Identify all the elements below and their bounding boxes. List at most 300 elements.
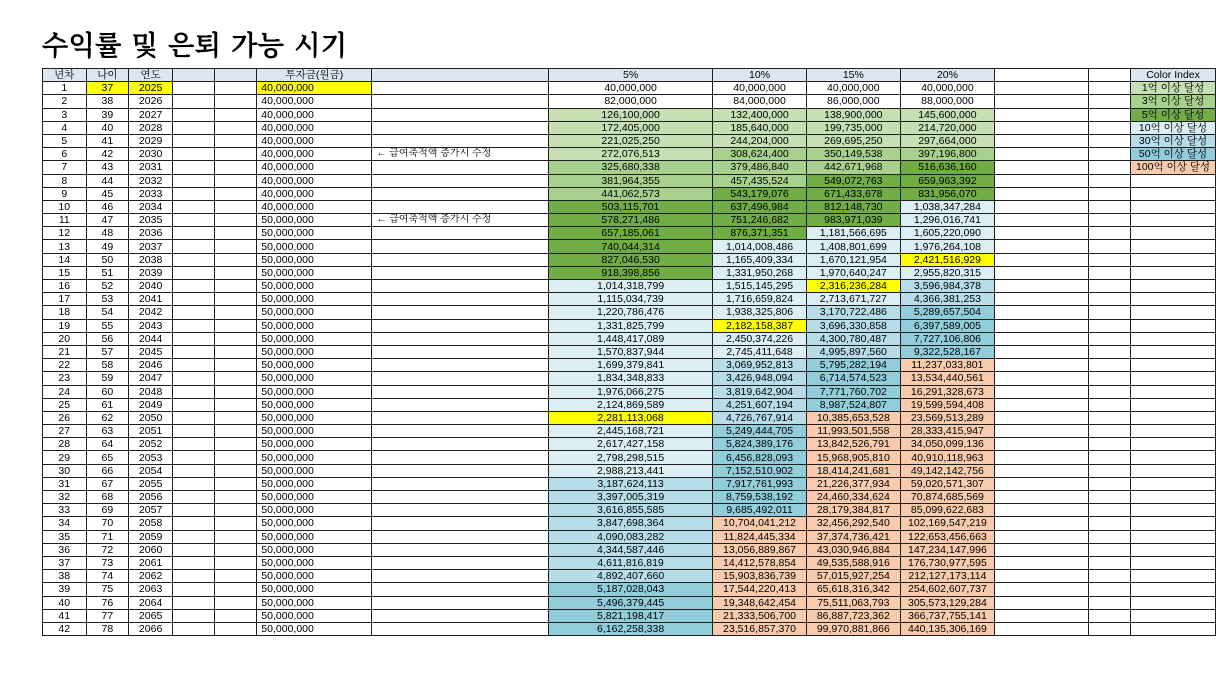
empty-cell[interactable] bbox=[995, 477, 1089, 490]
note-cell[interactable] bbox=[372, 174, 549, 187]
color-index-item[interactable]: 5억 이상 달성 bbox=[1131, 108, 1216, 121]
year-cell[interactable]: 2056 bbox=[129, 491, 173, 504]
year-no-cell[interactable]: 31 bbox=[43, 477, 87, 490]
value-cell-r20[interactable]: 297,664,000 bbox=[900, 134, 994, 147]
value-cell-r20[interactable]: 659,963,392 bbox=[900, 174, 994, 187]
value-cell-r10[interactable]: 543,179,076 bbox=[713, 187, 807, 200]
empty-cell[interactable] bbox=[214, 622, 257, 635]
year-no-cell[interactable]: 8 bbox=[43, 174, 87, 187]
age-cell[interactable]: 70 bbox=[86, 517, 129, 530]
value-cell-r5[interactable]: 221,025,250 bbox=[549, 134, 713, 147]
header-year[interactable]: 연도 bbox=[129, 69, 173, 82]
year-cell[interactable]: 2038 bbox=[129, 253, 173, 266]
note-cell[interactable] bbox=[372, 134, 549, 147]
investment-cell[interactable]: 50,000,000 bbox=[257, 438, 372, 451]
value-cell-r15[interactable]: 5,795,282,194 bbox=[806, 359, 900, 372]
empty-cell[interactable] bbox=[995, 596, 1089, 609]
value-cell-r15[interactable]: 40,000,000 bbox=[806, 82, 900, 95]
value-cell-r15[interactable]: 15,968,905,810 bbox=[806, 451, 900, 464]
year-no-cell[interactable]: 25 bbox=[43, 398, 87, 411]
empty-cell[interactable] bbox=[995, 464, 1089, 477]
age-cell[interactable]: 39 bbox=[86, 108, 129, 121]
empty-cell[interactable] bbox=[995, 121, 1089, 134]
year-cell[interactable]: 2050 bbox=[129, 411, 173, 424]
year-no-cell[interactable]: 5 bbox=[43, 134, 87, 147]
value-cell-r5[interactable]: 5,187,028,043 bbox=[549, 583, 713, 596]
empty-cell[interactable] bbox=[173, 280, 215, 293]
year-no-cell[interactable]: 23 bbox=[43, 372, 87, 385]
investment-cell[interactable]: 50,000,000 bbox=[257, 477, 372, 490]
empty-cell[interactable] bbox=[173, 319, 215, 332]
value-cell-r15[interactable]: 812,148,730 bbox=[806, 200, 900, 213]
empty-cell[interactable] bbox=[173, 477, 215, 490]
investment-cell[interactable]: 50,000,000 bbox=[257, 240, 372, 253]
empty-cell[interactable] bbox=[173, 240, 215, 253]
empty-cell[interactable] bbox=[995, 385, 1089, 398]
value-cell-r20[interactable]: 85,099,622,683 bbox=[900, 504, 994, 517]
age-cell[interactable]: 41 bbox=[86, 134, 129, 147]
value-cell-r10[interactable]: 132,400,000 bbox=[713, 108, 807, 121]
age-cell[interactable]: 47 bbox=[86, 214, 129, 227]
empty-cell[interactable] bbox=[173, 227, 215, 240]
empty-cell[interactable] bbox=[173, 121, 215, 134]
age-cell[interactable]: 59 bbox=[86, 372, 129, 385]
value-cell-r15[interactable]: 99,970,881,866 bbox=[806, 622, 900, 635]
value-cell-r20[interactable]: 70,874,685,569 bbox=[900, 491, 994, 504]
empty-cell[interactable] bbox=[173, 266, 215, 279]
age-cell[interactable]: 54 bbox=[86, 306, 129, 319]
empty-cell[interactable] bbox=[1131, 280, 1216, 293]
empty-cell[interactable] bbox=[173, 543, 215, 556]
header-blank[interactable] bbox=[1089, 69, 1131, 82]
value-cell-r20[interactable]: 1,605,220,090 bbox=[900, 227, 994, 240]
age-cell[interactable]: 64 bbox=[86, 438, 129, 451]
value-cell-r5[interactable]: 1,448,417,089 bbox=[549, 332, 713, 345]
age-cell[interactable]: 73 bbox=[86, 556, 129, 569]
empty-cell[interactable] bbox=[1131, 451, 1216, 464]
value-cell-r10[interactable]: 2,450,374,226 bbox=[713, 332, 807, 345]
empty-cell[interactable] bbox=[173, 504, 215, 517]
age-cell[interactable]: 52 bbox=[86, 280, 129, 293]
value-cell-r10[interactable]: 3,069,952,813 bbox=[713, 359, 807, 372]
value-cell-r5[interactable]: 2,281,113,068 bbox=[549, 411, 713, 424]
age-cell[interactable]: 44 bbox=[86, 174, 129, 187]
value-cell-r15[interactable]: 1,670,121,954 bbox=[806, 253, 900, 266]
empty-cell[interactable] bbox=[214, 200, 257, 213]
year-cell[interactable]: 2042 bbox=[129, 306, 173, 319]
value-cell-r20[interactable]: 122,653,456,663 bbox=[900, 530, 994, 543]
empty-cell[interactable] bbox=[173, 200, 215, 213]
value-cell-r5[interactable]: 4,611,816,819 bbox=[549, 556, 713, 569]
note-cell[interactable] bbox=[372, 293, 549, 306]
empty-cell[interactable] bbox=[173, 359, 215, 372]
empty-cell[interactable] bbox=[214, 385, 257, 398]
value-cell-r10[interactable]: 1,014,008,486 bbox=[713, 240, 807, 253]
investment-cell[interactable]: 50,000,000 bbox=[257, 293, 372, 306]
empty-cell[interactable] bbox=[1089, 543, 1131, 556]
note-cell[interactable]: ← 급여축적액 증가시 수정 bbox=[372, 214, 549, 227]
value-cell-r5[interactable]: 172,405,000 bbox=[549, 121, 713, 134]
color-index-item[interactable]: 1억 이상 달성 bbox=[1131, 82, 1216, 95]
investment-cell[interactable]: 50,000,000 bbox=[257, 622, 372, 635]
year-cell[interactable]: 2064 bbox=[129, 596, 173, 609]
note-cell[interactable] bbox=[372, 266, 549, 279]
age-cell[interactable]: 67 bbox=[86, 477, 129, 490]
investment-cell[interactable]: 40,000,000 bbox=[257, 82, 372, 95]
empty-cell[interactable] bbox=[214, 306, 257, 319]
value-cell-r5[interactable]: 2,988,213,441 bbox=[549, 464, 713, 477]
year-no-cell[interactable]: 19 bbox=[43, 319, 87, 332]
age-cell[interactable]: 62 bbox=[86, 411, 129, 424]
color-index-item[interactable]: 50억 이상 달성 bbox=[1131, 148, 1216, 161]
empty-cell[interactable] bbox=[1089, 345, 1131, 358]
value-cell-r20[interactable]: 516,636,160 bbox=[900, 161, 994, 174]
investment-cell[interactable]: 50,000,000 bbox=[257, 306, 372, 319]
empty-cell[interactable] bbox=[1131, 411, 1216, 424]
empty-cell[interactable] bbox=[173, 253, 215, 266]
year-no-cell[interactable]: 24 bbox=[43, 385, 87, 398]
year-no-cell[interactable]: 12 bbox=[43, 227, 87, 240]
empty-cell[interactable] bbox=[214, 438, 257, 451]
empty-cell[interactable] bbox=[995, 266, 1089, 279]
value-cell-r15[interactable]: 11,993,501,558 bbox=[806, 425, 900, 438]
empty-cell[interactable] bbox=[1089, 227, 1131, 240]
value-cell-r5[interactable]: 2,798,298,515 bbox=[549, 451, 713, 464]
note-cell[interactable] bbox=[372, 121, 549, 134]
investment-cell[interactable]: 50,000,000 bbox=[257, 214, 372, 227]
value-cell-r5[interactable]: 578,271,486 bbox=[549, 214, 713, 227]
value-cell-r5[interactable]: 2,445,168,721 bbox=[549, 425, 713, 438]
value-cell-r20[interactable]: 11,237,033,801 bbox=[900, 359, 994, 372]
age-cell[interactable]: 56 bbox=[86, 332, 129, 345]
empty-cell[interactable] bbox=[1131, 293, 1216, 306]
value-cell-r20[interactable]: 13,534,440,561 bbox=[900, 372, 994, 385]
note-cell[interactable] bbox=[372, 451, 549, 464]
empty-cell[interactable] bbox=[173, 345, 215, 358]
empty-cell[interactable] bbox=[1131, 609, 1216, 622]
empty-cell[interactable] bbox=[173, 372, 215, 385]
note-cell[interactable] bbox=[372, 372, 549, 385]
empty-cell[interactable] bbox=[1131, 174, 1216, 187]
value-cell-r20[interactable]: 40,910,118,963 bbox=[900, 451, 994, 464]
empty-cell[interactable] bbox=[214, 411, 257, 424]
empty-cell[interactable] bbox=[173, 570, 215, 583]
empty-cell[interactable] bbox=[995, 583, 1089, 596]
empty-cell[interactable] bbox=[214, 583, 257, 596]
value-cell-r15[interactable]: 549,072,763 bbox=[806, 174, 900, 187]
empty-cell[interactable] bbox=[173, 609, 215, 622]
empty-cell[interactable] bbox=[1089, 530, 1131, 543]
investment-cell[interactable]: 40,000,000 bbox=[257, 95, 372, 108]
age-cell[interactable]: 75 bbox=[86, 583, 129, 596]
value-cell-r5[interactable]: 325,680,338 bbox=[549, 161, 713, 174]
header-blank[interactable] bbox=[372, 69, 549, 82]
empty-cell[interactable] bbox=[1131, 253, 1216, 266]
value-cell-r20[interactable]: 19,599,594,408 bbox=[900, 398, 994, 411]
empty-cell[interactable] bbox=[1131, 319, 1216, 332]
empty-cell[interactable] bbox=[214, 174, 257, 187]
empty-cell[interactable] bbox=[173, 622, 215, 635]
note-cell[interactable] bbox=[372, 227, 549, 240]
year-cell[interactable]: 2041 bbox=[129, 293, 173, 306]
empty-cell[interactable] bbox=[1131, 372, 1216, 385]
year-no-cell[interactable]: 6 bbox=[43, 148, 87, 161]
value-cell-r15[interactable]: 3,696,330,858 bbox=[806, 319, 900, 332]
value-cell-r15[interactable]: 3,170,722,486 bbox=[806, 306, 900, 319]
age-cell[interactable]: 38 bbox=[86, 95, 129, 108]
value-cell-r10[interactable]: 3,426,948,094 bbox=[713, 372, 807, 385]
year-cell[interactable]: 2037 bbox=[129, 240, 173, 253]
empty-cell[interactable] bbox=[173, 82, 215, 95]
header-rate-20[interactable]: 20% bbox=[900, 69, 994, 82]
age-cell[interactable]: 61 bbox=[86, 398, 129, 411]
empty-cell[interactable] bbox=[995, 319, 1089, 332]
header-investment[interactable]: 투자금(원금) bbox=[257, 69, 372, 82]
investment-cell[interactable]: 50,000,000 bbox=[257, 345, 372, 358]
year-cell[interactable]: 2034 bbox=[129, 200, 173, 213]
note-cell[interactable] bbox=[372, 253, 549, 266]
header-blank[interactable] bbox=[995, 69, 1089, 82]
empty-cell[interactable] bbox=[995, 108, 1089, 121]
value-cell-r20[interactable]: 212,127,173,114 bbox=[900, 570, 994, 583]
value-cell-r15[interactable]: 199,735,000 bbox=[806, 121, 900, 134]
investment-cell[interactable]: 50,000,000 bbox=[257, 385, 372, 398]
value-cell-r10[interactable]: 1,716,659,824 bbox=[713, 293, 807, 306]
empty-cell[interactable] bbox=[173, 451, 215, 464]
value-cell-r5[interactable]: 40,000,000 bbox=[549, 82, 713, 95]
empty-cell[interactable] bbox=[1089, 293, 1131, 306]
year-cell[interactable]: 2063 bbox=[129, 583, 173, 596]
color-index-item[interactable]: 3억 이상 달성 bbox=[1131, 95, 1216, 108]
header-year-no[interactable]: 년차 bbox=[43, 69, 87, 82]
value-cell-r10[interactable]: 6,456,828,093 bbox=[713, 451, 807, 464]
empty-cell[interactable] bbox=[173, 583, 215, 596]
empty-cell[interactable] bbox=[995, 134, 1089, 147]
empty-cell[interactable] bbox=[214, 596, 257, 609]
empty-cell[interactable] bbox=[995, 253, 1089, 266]
investment-cell[interactable]: 50,000,000 bbox=[257, 517, 372, 530]
year-cell[interactable]: 2051 bbox=[129, 425, 173, 438]
note-cell[interactable] bbox=[372, 609, 549, 622]
value-cell-r15[interactable]: 6,714,574,523 bbox=[806, 372, 900, 385]
empty-cell[interactable] bbox=[995, 359, 1089, 372]
value-cell-r10[interactable]: 9,685,492,011 bbox=[713, 504, 807, 517]
note-cell[interactable] bbox=[372, 108, 549, 121]
empty-cell[interactable] bbox=[1089, 556, 1131, 569]
value-cell-r15[interactable]: 75,511,063,793 bbox=[806, 596, 900, 609]
empty-cell[interactable] bbox=[1131, 306, 1216, 319]
investment-cell[interactable]: 50,000,000 bbox=[257, 280, 372, 293]
value-cell-r10[interactable]: 1,331,950,268 bbox=[713, 266, 807, 279]
investment-cell[interactable]: 50,000,000 bbox=[257, 570, 372, 583]
year-no-cell[interactable]: 34 bbox=[43, 517, 87, 530]
value-cell-r20[interactable]: 305,573,129,284 bbox=[900, 596, 994, 609]
year-no-cell[interactable]: 2 bbox=[43, 95, 87, 108]
empty-cell[interactable] bbox=[214, 504, 257, 517]
value-cell-r5[interactable]: 827,046,530 bbox=[549, 253, 713, 266]
investment-cell[interactable]: 50,000,000 bbox=[257, 266, 372, 279]
investment-cell[interactable]: 50,000,000 bbox=[257, 451, 372, 464]
year-cell[interactable]: 2033 bbox=[129, 187, 173, 200]
value-cell-r20[interactable]: 3,596,984,378 bbox=[900, 280, 994, 293]
year-no-cell[interactable]: 14 bbox=[43, 253, 87, 266]
note-cell[interactable] bbox=[372, 332, 549, 345]
note-cell[interactable] bbox=[372, 161, 549, 174]
empty-cell[interactable] bbox=[995, 556, 1089, 569]
age-cell[interactable]: 40 bbox=[86, 121, 129, 134]
header-rate-5[interactable]: 5% bbox=[549, 69, 713, 82]
value-cell-r5[interactable]: 3,397,005,319 bbox=[549, 491, 713, 504]
empty-cell[interactable] bbox=[995, 609, 1089, 622]
value-cell-r20[interactable]: 28,333,415,947 bbox=[900, 425, 994, 438]
empty-cell[interactable] bbox=[173, 398, 215, 411]
year-no-cell[interactable]: 36 bbox=[43, 543, 87, 556]
value-cell-r15[interactable]: 28,179,384,817 bbox=[806, 504, 900, 517]
age-cell[interactable]: 72 bbox=[86, 543, 129, 556]
age-cell[interactable]: 45 bbox=[86, 187, 129, 200]
empty-cell[interactable] bbox=[1131, 385, 1216, 398]
year-no-cell[interactable]: 41 bbox=[43, 609, 87, 622]
value-cell-r5[interactable]: 1,220,786,476 bbox=[549, 306, 713, 319]
empty-cell[interactable] bbox=[214, 372, 257, 385]
empty-cell[interactable] bbox=[1131, 345, 1216, 358]
value-cell-r20[interactable]: 397,196,800 bbox=[900, 148, 994, 161]
value-cell-r5[interactable]: 1,570,837,944 bbox=[549, 345, 713, 358]
note-cell[interactable] bbox=[372, 543, 549, 556]
value-cell-r15[interactable]: 86,000,000 bbox=[806, 95, 900, 108]
year-cell[interactable]: 2047 bbox=[129, 372, 173, 385]
value-cell-r20[interactable]: 214,720,000 bbox=[900, 121, 994, 134]
value-cell-r20[interactable]: 2,421,516,929 bbox=[900, 253, 994, 266]
note-cell[interactable] bbox=[372, 517, 549, 530]
year-no-cell[interactable]: 37 bbox=[43, 556, 87, 569]
empty-cell[interactable] bbox=[995, 543, 1089, 556]
year-cell[interactable]: 2046 bbox=[129, 359, 173, 372]
empty-cell[interactable] bbox=[1131, 266, 1216, 279]
empty-cell[interactable] bbox=[1131, 517, 1216, 530]
value-cell-r20[interactable]: 49,142,142,756 bbox=[900, 464, 994, 477]
empty-cell[interactable] bbox=[1089, 108, 1131, 121]
investment-cell[interactable]: 40,000,000 bbox=[257, 121, 372, 134]
value-cell-r20[interactable]: 1,038,347,284 bbox=[900, 200, 994, 213]
value-cell-r10[interactable]: 308,624,400 bbox=[713, 148, 807, 161]
value-cell-r10[interactable]: 7,152,510,902 bbox=[713, 464, 807, 477]
empty-cell[interactable] bbox=[173, 293, 215, 306]
investment-cell[interactable]: 50,000,000 bbox=[257, 583, 372, 596]
empty-cell[interactable] bbox=[1131, 240, 1216, 253]
note-cell[interactable] bbox=[372, 477, 549, 490]
value-cell-r10[interactable]: 14,412,578,854 bbox=[713, 556, 807, 569]
year-no-cell[interactable]: 42 bbox=[43, 622, 87, 635]
empty-cell[interactable] bbox=[1089, 319, 1131, 332]
value-cell-r15[interactable]: 1,408,801,699 bbox=[806, 240, 900, 253]
value-cell-r20[interactable]: 254,602,607,737 bbox=[900, 583, 994, 596]
year-cell[interactable]: 2028 bbox=[129, 121, 173, 134]
year-no-cell[interactable]: 16 bbox=[43, 280, 87, 293]
empty-cell[interactable] bbox=[1089, 596, 1131, 609]
empty-cell[interactable] bbox=[214, 82, 257, 95]
year-cell[interactable]: 2027 bbox=[129, 108, 173, 121]
empty-cell[interactable] bbox=[173, 530, 215, 543]
investment-cell[interactable]: 50,000,000 bbox=[257, 504, 372, 517]
empty-cell[interactable] bbox=[1131, 583, 1216, 596]
value-cell-r10[interactable]: 244,204,000 bbox=[713, 134, 807, 147]
empty-cell[interactable] bbox=[214, 148, 257, 161]
empty-cell[interactable] bbox=[1131, 187, 1216, 200]
value-cell-r15[interactable]: 4,995,897,560 bbox=[806, 345, 900, 358]
value-cell-r20[interactable]: 88,000,000 bbox=[900, 95, 994, 108]
value-cell-r5[interactable]: 6,162,258,338 bbox=[549, 622, 713, 635]
empty-cell[interactable] bbox=[173, 438, 215, 451]
value-cell-r10[interactable]: 876,371,351 bbox=[713, 227, 807, 240]
value-cell-r20[interactable]: 34,050,099,136 bbox=[900, 438, 994, 451]
age-cell[interactable]: 58 bbox=[86, 359, 129, 372]
empty-cell[interactable] bbox=[1089, 609, 1131, 622]
value-cell-r10[interactable]: 3,819,642,904 bbox=[713, 385, 807, 398]
empty-cell[interactable] bbox=[214, 398, 257, 411]
empty-cell[interactable] bbox=[995, 530, 1089, 543]
empty-cell[interactable] bbox=[995, 425, 1089, 438]
value-cell-r15[interactable]: 138,900,000 bbox=[806, 108, 900, 121]
value-cell-r15[interactable]: 18,414,241,681 bbox=[806, 464, 900, 477]
value-cell-r10[interactable]: 21,333,506,700 bbox=[713, 609, 807, 622]
value-cell-r10[interactable]: 457,435,524 bbox=[713, 174, 807, 187]
year-cell[interactable]: 2040 bbox=[129, 280, 173, 293]
value-cell-r20[interactable]: 147,234,147,996 bbox=[900, 543, 994, 556]
value-cell-r5[interactable]: 1,699,379,841 bbox=[549, 359, 713, 372]
empty-cell[interactable] bbox=[1131, 543, 1216, 556]
value-cell-r5[interactable]: 126,100,000 bbox=[549, 108, 713, 121]
empty-cell[interactable] bbox=[1131, 438, 1216, 451]
empty-cell[interactable] bbox=[214, 491, 257, 504]
value-cell-r15[interactable]: 7,771,760,702 bbox=[806, 385, 900, 398]
empty-cell[interactable] bbox=[214, 345, 257, 358]
empty-cell[interactable] bbox=[1089, 161, 1131, 174]
empty-cell[interactable] bbox=[1089, 214, 1131, 227]
investment-cell[interactable]: 50,000,000 bbox=[257, 530, 372, 543]
empty-cell[interactable] bbox=[173, 517, 215, 530]
year-no-cell[interactable]: 40 bbox=[43, 596, 87, 609]
empty-cell[interactable] bbox=[1131, 596, 1216, 609]
value-cell-r20[interactable]: 5,289,657,504 bbox=[900, 306, 994, 319]
value-cell-r15[interactable]: 21,226,377,934 bbox=[806, 477, 900, 490]
empty-cell[interactable] bbox=[1131, 332, 1216, 345]
year-no-cell[interactable]: 32 bbox=[43, 491, 87, 504]
value-cell-r5[interactable]: 2,617,427,158 bbox=[549, 438, 713, 451]
investment-cell[interactable]: 40,000,000 bbox=[257, 200, 372, 213]
value-cell-r15[interactable]: 8,987,524,807 bbox=[806, 398, 900, 411]
note-cell[interactable] bbox=[372, 306, 549, 319]
value-cell-r20[interactable]: 40,000,000 bbox=[900, 82, 994, 95]
empty-cell[interactable] bbox=[1131, 214, 1216, 227]
age-cell[interactable]: 43 bbox=[86, 161, 129, 174]
value-cell-r10[interactable]: 17,544,220,413 bbox=[713, 583, 807, 596]
value-cell-r10[interactable]: 11,824,445,334 bbox=[713, 530, 807, 543]
empty-cell[interactable] bbox=[1089, 517, 1131, 530]
value-cell-r15[interactable]: 4,300,780,487 bbox=[806, 332, 900, 345]
color-index-item[interactable]: 30억 이상 달성 bbox=[1131, 134, 1216, 147]
investment-cell[interactable]: 50,000,000 bbox=[257, 332, 372, 345]
note-cell[interactable] bbox=[372, 570, 549, 583]
value-cell-r20[interactable]: 6,397,589,005 bbox=[900, 319, 994, 332]
value-cell-r5[interactable]: 657,185,061 bbox=[549, 227, 713, 240]
note-cell[interactable] bbox=[372, 504, 549, 517]
year-cell[interactable]: 2060 bbox=[129, 543, 173, 556]
value-cell-r15[interactable]: 983,971,039 bbox=[806, 214, 900, 227]
note-cell[interactable] bbox=[372, 200, 549, 213]
note-cell[interactable] bbox=[372, 622, 549, 635]
empty-cell[interactable] bbox=[1089, 464, 1131, 477]
